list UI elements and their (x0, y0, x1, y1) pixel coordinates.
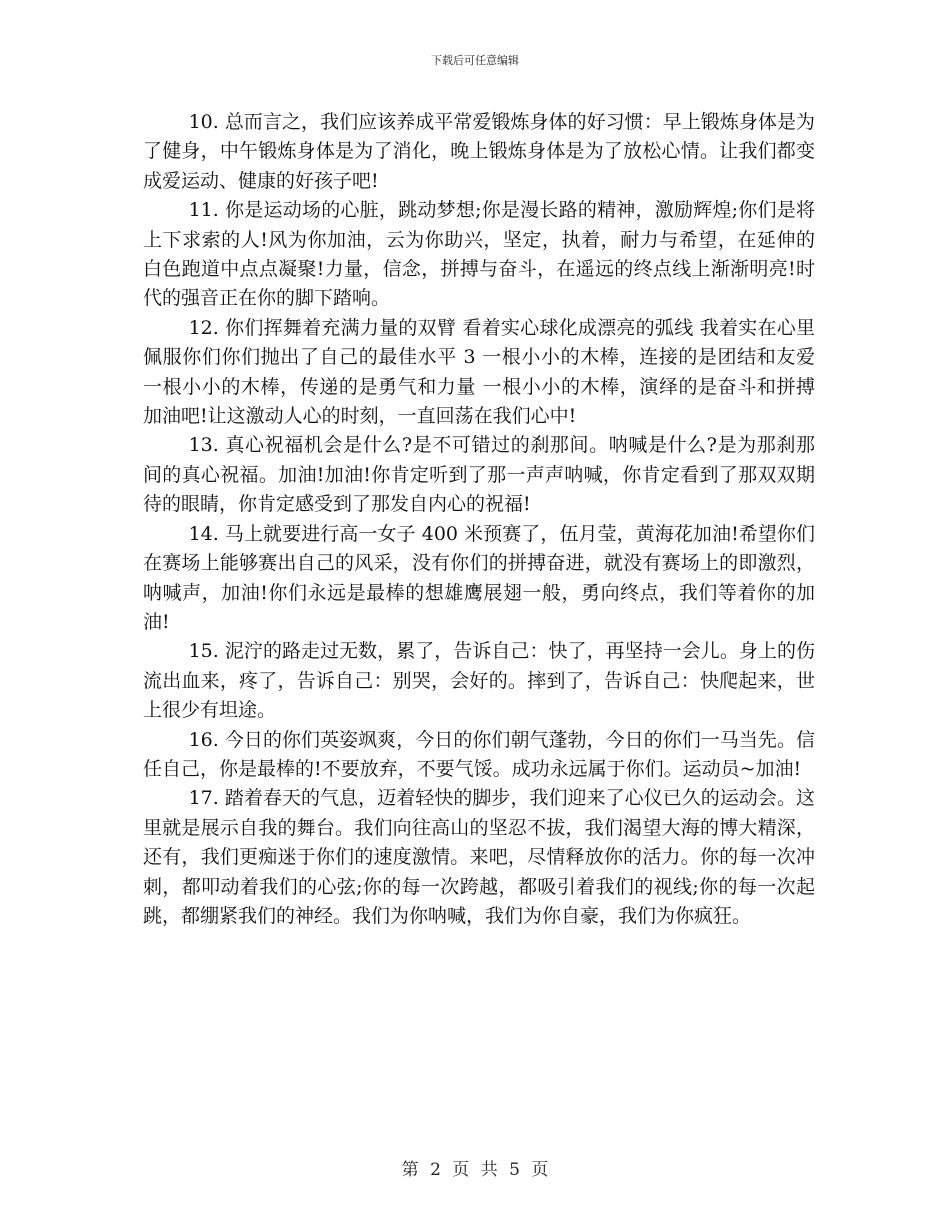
paragraph-14: 14. 马上就要进行高一女子 400 米预赛了，伍月莹，黄海花加油!希望你们在赛场上能够赛出自己的风采，没有你们的拼搏奋进，就没有赛场上的即激烈，呐喊声，加油!你们永远是最棒的想雄鹰展翅一般，勇向终点，我们等着你的加油! (143, 522, 815, 633)
document-body (143, 108, 815, 931)
page-footer: 第 2 页 共 5 页 (401, 1160, 549, 1180)
paragraph-12: 12. 你们挥舞着充满力量的双臂 看着实心球化成漂亮的弧线 我着实在心里佩服你们你们抛出了自己的最佳水平 3 一根小小的木棒，连接的是团结和友爱 一根小小的木棒，传递的是勇气和力量 一根小小的木棒，演绎的是奋斗和拼搏 加油吧!让这激动人心的时刻，一直回荡在我们心中! (143, 316, 815, 428)
paragraph-11: 11. 你是运动场的心脏，跳动梦想;你是漫长路的精神，激励辉煌;你们是将上下求索的人!风为你加油，云为你助兴，坚定，执着，耐力与希望，在延伸的白色跑道中点点凝聚!力量，信念，拼搏与奋斗，在遥远的终点线上渐渐明亮!时代的强音正在你的脚下踏响。 (143, 199, 815, 310)
paragraph-15: 15. 泥泞的路走过无数，累了，告诉自己：快了，再坚持一会儿。身上的伤流出血来，疼了，告诉自己：别哭，会好的。摔到了，告诉自己：快爬起来，世上很少有坦途。 (143, 640, 815, 722)
paragraph-10: 10. 总而言之，我们应该养成平常爱锻炼身体的好习惯：早上锻炼身体是为了健身，中午锻炼身体是为了消化，晚上锻炼身体是为了放松心情。让我们都变成爱运动、健康的好孩子吧! (143, 111, 815, 192)
paragraph-17: 17. 踏着春天的气息，迈着轻快的脚步，我们迎来了心仪已久的运动会。这里就是展示自我的舞台。我们向往高山的坚忍不拔，我们渴望大海的博大精深，还有，我们更痴迷于你们的速度激情。来吧，尽情释放你的活力。你的每一次冲刺，都叩动着我们的心弦;你的每一次跨越，都吸引着我们的视线;你的每一次起跳，都绷紧我们的神经。我们为你呐喊，我们为你自豪，我们为你疯狂。 (143, 787, 815, 927)
page-header: 下载后可任意编辑 (431, 54, 519, 67)
paragraph-16: 16. 今日的你们英姿飒爽，今日的你们朝气蓬勃，今日的你们一马当先。信任自己，你是最棒的!不要放弃，不要气馁。成功永远属于你们。运动员~加油! (143, 728, 815, 780)
paragraph-13: 13. 真心祝福机会是什么?是不可错过的刹那间。呐喊是什么?是为那刹那间的真心祝福。加油!加油!你肯定听到了那一声声呐喊，你肯定看到了那双双期待的眼睛，你肯定感受到了那发自内心的祝福! (143, 434, 815, 516)
